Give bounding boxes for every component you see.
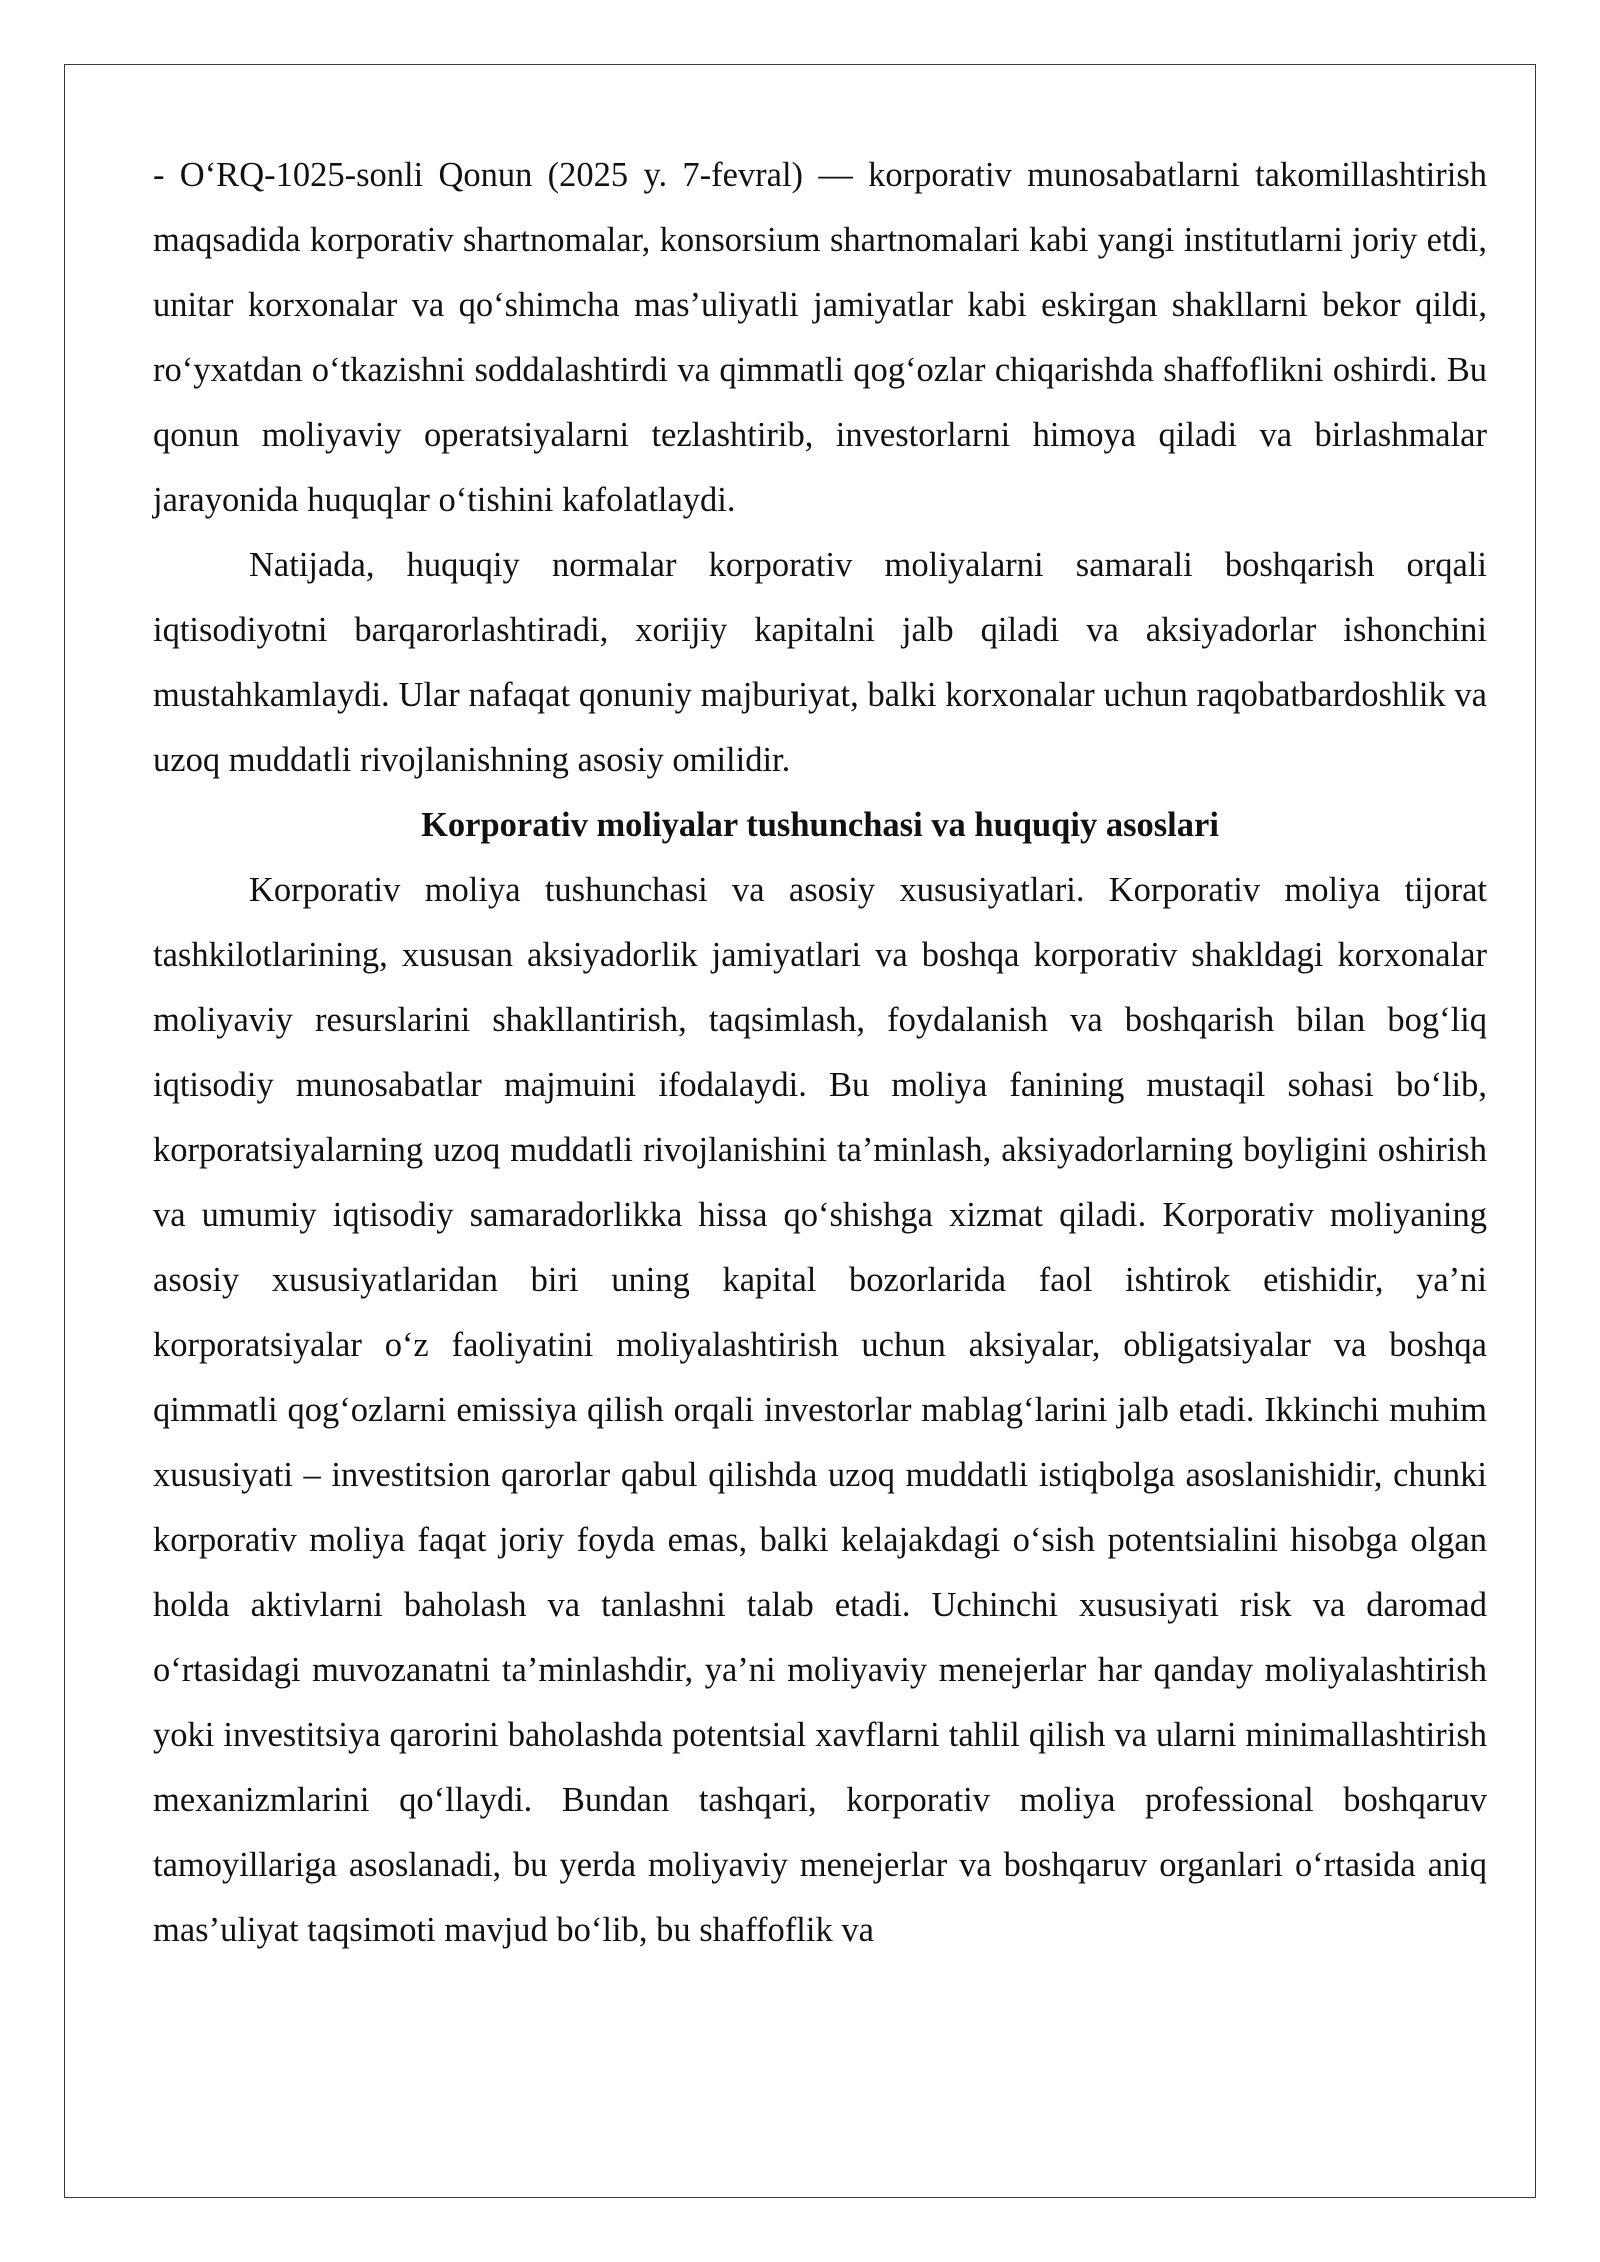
paragraph-corporate-finance-concept: Korporativ moliya tushunchasi va asosiy xususiyatlari. Korporativ moliya tijorat tashkilotlarining, xususan aksiyadorlik jamiyatlari va boshqa korporativ shakldagi korxonalar moliyaviy resurslarini shakllantirish, taqsimlash, foydalanish va boshqarish bilan bog‘liq iqtisodiy munosabatlar majmuini ifodalaydi. Bu moliya fanining mustaqil sohasi bo‘lib, korporatsiyalarning uzoq muddatli rivojlanishini ta’minlash, aksiyadorlarning boyligini oshirish va umumiy iqtisodiy samaradorlikka hissa qo‘shishga xizmat qiladi. Korporativ moliyaning asosiy xususiyatlaridan biri uning kapital bozorlarida faol ishtirok etishidir, ya’ni korporatsiyalar o‘z faoliyatini moliyalashtirish uchun aksiyalar, obligatsiyalar va boshqa qimmatli qog‘ozlarni emissiya qilish orqali investorlar mablag‘larini jalb etadi. Ikkinchi muhim xususiyati – investitsion qarorlar qabul qilishda uzoq muddatli istiqbolga asoslanishidir, chunki korporativ moliya faqat joriy foyda emas, balki kelajakdagi o‘sish potentsialini hisobga olgan holda aktivlarni baholash va tanlashni talab etadi. Uchinchi xususiyati risk va daromad o‘rtasidagi muvozanatni ta’minlashdir, ya’ni moliyaviy menejerlar har qanday moliyalashtirish yoki investitsiya qarorini baholashda potentsial xavflarni tahlil qilish va ularni minimallashtirish mexanizmlarini qo‘llaydi. Bundan tashqari, korporativ moliya professional boshqaruv tamoyillariga asoslanadi, bu yerda moliyaviy menejerlar va boshqaruv organlari o‘rtasida aniq mas’uliyat taqsimoti mavjud bo‘lib, bu shaffoflik va (153, 871, 1487, 1949)
paragraph-conclusion: Natijada, huquqiy normalar korporativ moliyalarni samarali boshqarish orqali iqtisodiyotni barqarorlashtiradi, xorijiy kapitalni jalb qiladi va aksiyadorlar ishonchini mustahkamlaydi. Ular nafaqat qonuniy majburiyat, balki korxonalar uchun raqobatbardoshlik va uzoq muddatli rivojlanishning asosiy omilidir. (153, 546, 1487, 779)
paragraph-law-description: - O‘RQ-1025-sonli Qonun (2025 y. 7-fevral) — korporativ munosabatlarni takomillashtirish maqsadida korporativ shartnomalar, konsorsium shartnomalari kabi yangi institutlarni joriy etdi, unitar korxonalar va qo‘shimcha mas’uliyatli jamiyatlar kabi eskirgan shakllarni bekor qildi, ro‘yxatdan o‘tkazishni soddalashtirdi va qimmatli qog‘ozlar chiqarishda shaffoflikni oshirdi. Bu qonun moliyaviy operatsiyalarni tezlashtirib, investorlarni himoya qiladi va birlashmalar jarayonida huquqlar o‘tishini kafolatlaydi. (153, 156, 1487, 519)
document-body (153, 143, 1487, 1963)
section-heading: Korporativ moliyalar tushunchasi va huquqiy asoslari (421, 806, 1219, 844)
